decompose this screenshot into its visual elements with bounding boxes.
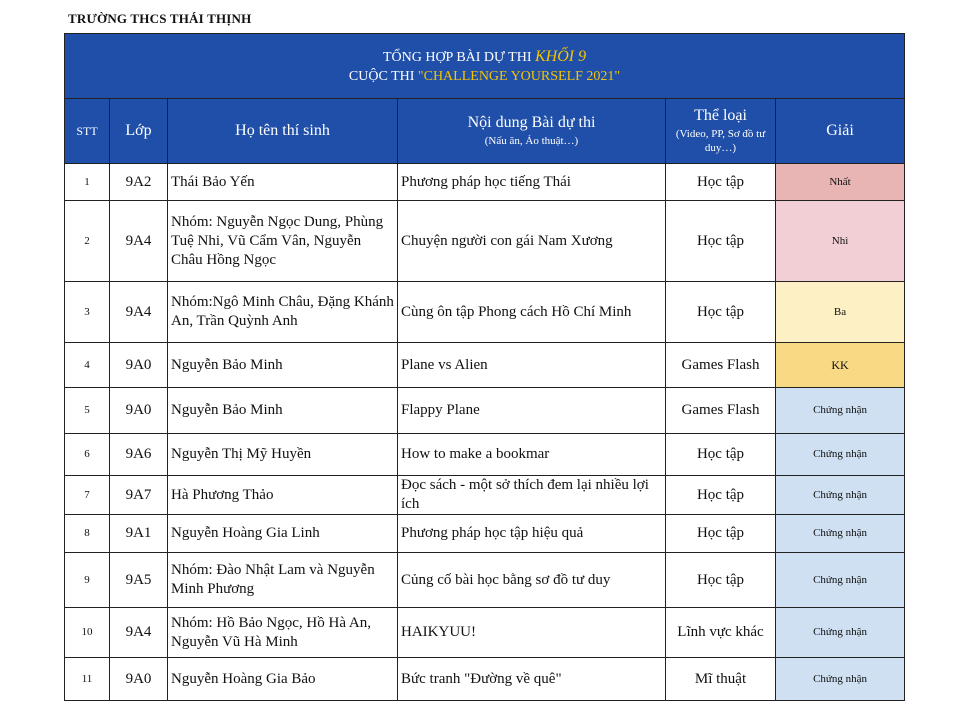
banner-cell [65, 34, 905, 99]
cell-content: Phương pháp học tiếng Thái [398, 164, 666, 201]
table-row [65, 658, 905, 701]
cell-award: Chứng nhận [776, 476, 905, 515]
header-award: Giải [776, 99, 905, 164]
cell-award: Chứng nhận [776, 658, 905, 701]
cell-stt: 5 [65, 388, 110, 434]
cell-class: 9A6 [110, 434, 168, 476]
banner-contest-label: CUỘC THI [348, 68, 415, 84]
cell-name: Nguyễn Bảo Minh [168, 343, 398, 388]
cell-class: 9A5 [110, 553, 168, 608]
banner-contest-name: "CHALLENGE YOURSELF 2021" [417, 68, 621, 84]
banner-line-1 [68, 47, 901, 67]
cell-stt: 9 [65, 553, 110, 608]
cell-content: Plane vs Alien [398, 343, 666, 388]
banner-line-2 [68, 67, 901, 86]
header-content-label: Nội dung Bài dự thi [467, 114, 596, 131]
cell-category: Học tập [666, 164, 776, 201]
cell-name: Nhóm: Nguyễn Ngọc Dung, Phùng Tuệ Nhi, Vũ Cẩm Vân, Nguyễn Châu Hồng Ngọc [168, 201, 398, 282]
cell-name: Thái Bảo Yến [168, 164, 398, 201]
cell-award: Nhất [776, 164, 905, 201]
table-row [65, 201, 905, 282]
cell-stt: 7 [65, 476, 110, 515]
cell-name: Nguyễn Hoàng Gia Bảo [168, 658, 398, 701]
cell-category: Học tập [666, 434, 776, 476]
cell-stt: 10 [65, 608, 110, 658]
results-table [64, 33, 905, 701]
cell-stt: 1 [65, 164, 110, 201]
cell-name: Nhóm:Ngô Minh Châu, Đặng Khánh An, Trần Quỳnh Anh [168, 282, 398, 343]
cell-category: Học tập [666, 282, 776, 343]
cell-award: Chứng nhận [776, 388, 905, 434]
header-content [398, 99, 666, 164]
table-row [65, 164, 905, 201]
cell-name: Nguyễn Hoàng Gia Linh [168, 515, 398, 553]
header-category-sub: (Video, PP, Sơ đồ tư duy…) [675, 128, 766, 154]
table-row [65, 553, 905, 608]
table-row [65, 343, 905, 388]
header-category [666, 99, 776, 164]
cell-category: Học tập [666, 553, 776, 608]
cell-category: Mĩ thuật [666, 658, 776, 701]
header-content-sub: (Nấu ăn, Ảo thuật…) [484, 135, 579, 147]
cell-award: KK [776, 343, 905, 388]
cell-name: Nhóm: Đào Nhật Lam và Nguyễn Minh Phương [168, 553, 398, 608]
cell-content: Flappy Plane [398, 388, 666, 434]
header-stt: STT [65, 99, 110, 164]
cell-name: Nguyễn Bảo Minh [168, 388, 398, 434]
cell-content: Chuyện người con gái Nam Xương [398, 201, 666, 282]
cell-content: Bức tranh "Đường về quê" [398, 658, 666, 701]
cell-class: 9A4 [110, 282, 168, 343]
table-banner [65, 34, 905, 99]
cell-stt: 8 [65, 515, 110, 553]
cell-content: Củng cố bài học bằng sơ đồ tư duy [398, 553, 666, 608]
cell-award: Chứng nhận [776, 553, 905, 608]
cell-class: 9A0 [110, 658, 168, 701]
cell-class: 9A2 [110, 164, 168, 201]
column-header-row [65, 99, 905, 164]
table-row [65, 434, 905, 476]
cell-stt: 3 [65, 282, 110, 343]
header-class: Lớp [110, 99, 168, 164]
table-row [65, 608, 905, 658]
cell-category: Games Flash [666, 388, 776, 434]
cell-award: Nhì [776, 201, 905, 282]
header-category-label: Thể loại [694, 107, 747, 124]
banner-grade: KHỐI 9 [534, 47, 587, 65]
cell-content: How to make a bookmar [398, 434, 666, 476]
cell-class: 9A7 [110, 476, 168, 515]
cell-stt: 2 [65, 201, 110, 282]
cell-class: 9A0 [110, 388, 168, 434]
cell-class: 9A4 [110, 201, 168, 282]
cell-category: Lĩnh vực khác [666, 608, 776, 658]
cell-name: Nhóm: Hồ Bảo Ngọc, Hồ Hà An, Nguyễn Vũ Hà Minh [168, 608, 398, 658]
cell-class: 9A0 [110, 343, 168, 388]
school-name: TRƯỜNG THCS THÁI THỊNH [68, 11, 252, 26]
cell-category: Games Flash [666, 343, 776, 388]
table-row [65, 388, 905, 434]
cell-content: Cùng ôn tập Phong cách Hồ Chí Minh [398, 282, 666, 343]
cell-class: 9A4 [110, 608, 168, 658]
cell-class: 9A1 [110, 515, 168, 553]
cell-stt: 6 [65, 434, 110, 476]
cell-category: Học tập [666, 201, 776, 282]
cell-award: Chứng nhận [776, 434, 905, 476]
cell-award: Ba [776, 282, 905, 343]
cell-award: Chứng nhận [776, 515, 905, 553]
header-name: Họ tên thí sinh [168, 99, 398, 164]
cell-name: Nguyễn Thị Mỹ Huyền [168, 434, 398, 476]
cell-name: Hà Phương Thảo [168, 476, 398, 515]
table-row [65, 515, 905, 553]
cell-category: Học tập [666, 476, 776, 515]
banner-title: TỔNG HỢP BÀI DỰ THI [382, 49, 532, 65]
cell-content: Đọc sách - một sở thích đem lại nhiều lợi ích [398, 476, 666, 515]
cell-stt: 11 [65, 658, 110, 701]
table-row [65, 282, 905, 343]
cell-category: Học tập [666, 515, 776, 553]
table-row [65, 476, 905, 515]
cell-content: Phương pháp học tập hiệu quả [398, 515, 666, 553]
cell-award: Chứng nhận [776, 608, 905, 658]
cell-stt: 4 [65, 343, 110, 388]
cell-content: HAIKYUU! [398, 608, 666, 658]
